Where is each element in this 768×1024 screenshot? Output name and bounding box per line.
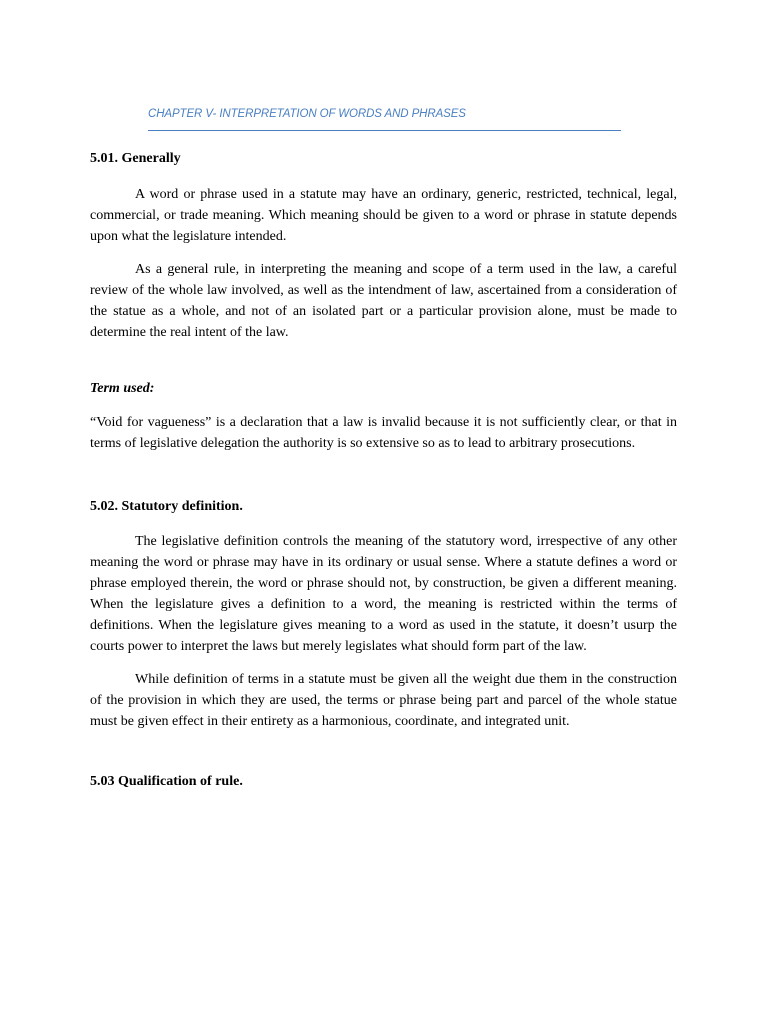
section-heading-5-01: 5.01. Generally: [90, 151, 181, 166]
section-heading-5-02: 5.02. Statutory definition.: [90, 499, 243, 514]
paragraph: While definition of terms in a statute must be given all the weight due them in the construction of the provision in which they are used, the terms or phrase being part and parcel of the whole statue must be given effect in their entirety as a harmonious, coordinate, and integrated unit.: [90, 672, 677, 729]
section-heading-5-03: 5.03 Qualification of rule.: [90, 774, 243, 789]
paragraph: “Void for vagueness” is a declaration that a law is invalid because it is not sufficiently clear, or that in terms of legislative delegation the authority is so extensive so as to lead to arbitrary prosecutions.: [90, 415, 677, 451]
term-used-heading: Term used:: [90, 381, 155, 396]
chapter-header: [148, 106, 621, 131]
header-divider: [148, 130, 621, 131]
paragraph: As a general rule, in interpreting the meaning and scope of a term used in the law, a careful review of the whole law involved, as well as the intendment of law, ascertained from a consideration of the statue as a whole, and not of an isolated part or a particular provision alone, must be made to determine the real intent of the law.: [90, 262, 677, 340]
document-body: [90, 149, 677, 792]
paragraph: A word or phrase used in a statute may have an ordinary, generic, restricted, technical, legal, commercial, or trade meaning. Which meaning should be given to a word or phrase in statute depends upon what the legislature intended.: [90, 187, 677, 244]
paragraph: The legislative definition controls the meaning of the statutory word, irrespective of any other meaning the word or phrase may have in its ordinary or usual sense. Where a statute defines a word or phrase employed therein, the word or phrase should not, by construction, be given a different meaning. When the legislature gives a definition to a word, the meaning is restricted within the terms of definitions. When the legislature gives meaning to a word as used in the statute, it doesn’t usurp the courts power to interpret the laws but merely legislates what should form part of the law.: [90, 534, 677, 654]
chapter-title: CHAPTER V- INTERPRETATION OF WORDS AND PHRASES: [148, 108, 466, 120]
